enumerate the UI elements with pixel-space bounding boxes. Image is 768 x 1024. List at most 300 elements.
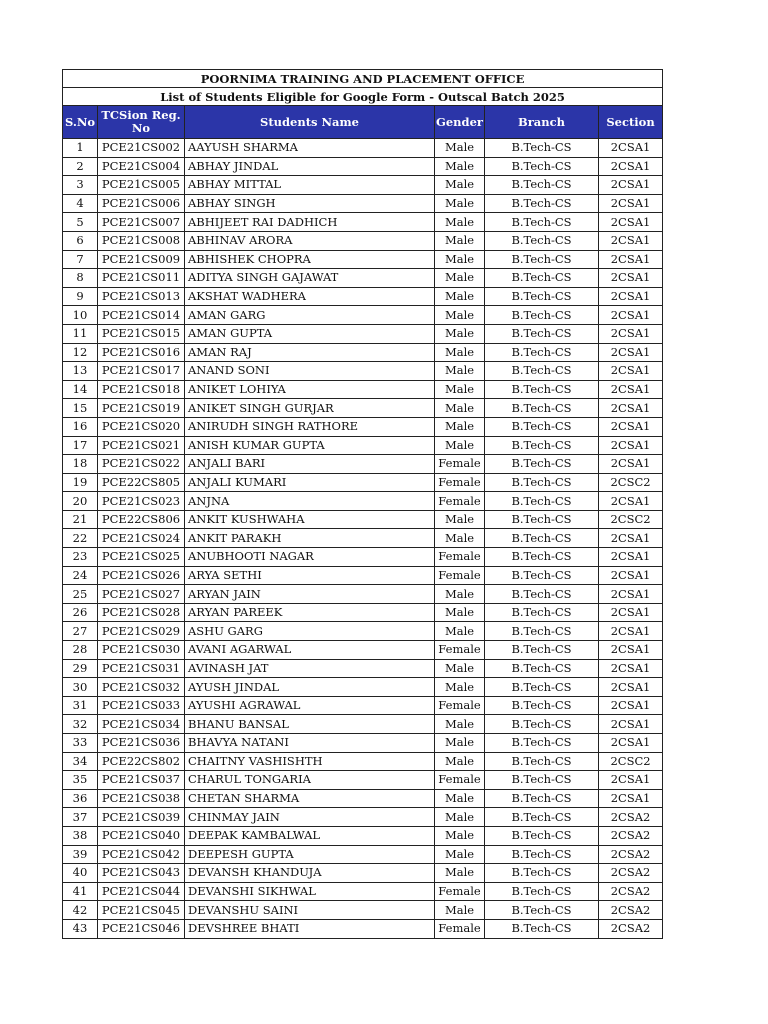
cell-reg-no: PCE21CS034	[98, 715, 185, 734]
cell-reg-no: PCE21CS036	[98, 734, 185, 753]
cell-reg-no: PCE21CS032	[98, 678, 185, 697]
cell-sno: 22	[63, 529, 98, 548]
cell-sno: 7	[63, 250, 98, 269]
cell-gender: Male	[435, 808, 485, 827]
cell-sno: 32	[63, 715, 98, 734]
cell-section: 2CSA1	[599, 585, 663, 604]
cell-reg-no: PCE21CS025	[98, 548, 185, 567]
cell-reg-no: PCE21CS002	[98, 139, 185, 158]
cell-gender: Female	[435, 882, 485, 901]
cell-gender: Female	[435, 492, 485, 511]
cell-branch: B.Tech-CS	[485, 771, 599, 790]
col-header-reg-no[interactable]: TCSion Reg. No	[98, 106, 185, 139]
cell-branch: B.Tech-CS	[485, 622, 599, 641]
cell-section: 2CSA2	[599, 808, 663, 827]
cell-section: 2CSA1	[599, 566, 663, 585]
cell-reg-no: PCE21CS021	[98, 436, 185, 455]
cell-reg-no: PCE21CS009	[98, 250, 185, 269]
cell-sno: 26	[63, 603, 98, 622]
cell-reg-no: PCE21CS027	[98, 585, 185, 604]
cell-branch: B.Tech-CS	[485, 826, 599, 845]
cell-branch: B.Tech-CS	[485, 603, 599, 622]
cell-branch: B.Tech-CS	[485, 287, 599, 306]
cell-gender: Male	[435, 585, 485, 604]
cell-gender: Male	[435, 529, 485, 548]
cell-gender: Male	[435, 678, 485, 697]
cell-gender: Male	[435, 789, 485, 808]
cell-sno: 29	[63, 659, 98, 678]
cell-sno: 36	[63, 789, 98, 808]
cell-sno: 9	[63, 287, 98, 306]
cell-student-name: AYUSH JINDAL	[185, 678, 435, 697]
table-row	[63, 734, 663, 753]
cell-student-name: ARYA SETHI	[185, 566, 435, 585]
cell-branch: B.Tech-CS	[485, 585, 599, 604]
table-row	[63, 696, 663, 715]
cell-gender: Female	[435, 696, 485, 715]
cell-section: 2CSA1	[599, 287, 663, 306]
cell-sno: 19	[63, 473, 98, 492]
cell-student-name: ANIKET LOHIYA	[185, 380, 435, 399]
table-row	[63, 789, 663, 808]
cell-section: 2CSA1	[599, 231, 663, 250]
cell-reg-no: PCE21CS023	[98, 492, 185, 511]
cell-branch: B.Tech-CS	[485, 678, 599, 697]
cell-section: 2CSA1	[599, 176, 663, 195]
cell-section: 2CSC2	[599, 473, 663, 492]
cell-sno: 23	[63, 548, 98, 567]
cell-section: 2CSA1	[599, 715, 663, 734]
cell-branch: B.Tech-CS	[485, 715, 599, 734]
cell-student-name: ABHINAV ARORA	[185, 231, 435, 250]
cell-student-name: ABHIJEET RAI DADHICH	[185, 213, 435, 232]
cell-section: 2CSA1	[599, 696, 663, 715]
table-row	[63, 213, 663, 232]
cell-sno: 16	[63, 417, 98, 436]
cell-section: 2CSA1	[599, 734, 663, 753]
cell-reg-no: PCE21CS015	[98, 324, 185, 343]
cell-sno: 3	[63, 176, 98, 195]
cell-reg-no: PCE21CS029	[98, 622, 185, 641]
cell-section: 2CSA1	[599, 417, 663, 436]
cell-sno: 35	[63, 771, 98, 790]
cell-gender: Male	[435, 362, 485, 381]
cell-branch: B.Tech-CS	[485, 362, 599, 381]
table-row	[63, 250, 663, 269]
cell-section: 2CSA1	[599, 548, 663, 567]
cell-sno: 42	[63, 901, 98, 920]
cell-student-name: AMAN RAJ	[185, 343, 435, 362]
cell-branch: B.Tech-CS	[485, 157, 599, 176]
table-row	[63, 492, 663, 511]
cell-sno: 20	[63, 492, 98, 511]
cell-reg-no: PCE21CS011	[98, 269, 185, 288]
cell-branch: B.Tech-CS	[485, 492, 599, 511]
cell-student-name: ANKIT KUSHWAHA	[185, 510, 435, 529]
cell-student-name: AVANI AGARWAL	[185, 641, 435, 660]
cell-reg-no: PCE21CS042	[98, 845, 185, 864]
cell-gender: Male	[435, 417, 485, 436]
cell-sno: 18	[63, 455, 98, 474]
cell-reg-no: PCE21CS044	[98, 882, 185, 901]
cell-student-name: CHINMAY JAIN	[185, 808, 435, 827]
table-row	[63, 176, 663, 195]
cell-student-name: ABHAY JINDAL	[185, 157, 435, 176]
table-row	[63, 864, 663, 883]
cell-sno: 37	[63, 808, 98, 827]
cell-reg-no: PCE21CS013	[98, 287, 185, 306]
cell-reg-no: PCE21CS020	[98, 417, 185, 436]
cell-section: 2CSA1	[599, 250, 663, 269]
cell-section: 2CSA1	[599, 362, 663, 381]
cell-section: 2CSA1	[599, 139, 663, 158]
cell-student-name: DEVANSHI SIKHWAL	[185, 882, 435, 901]
cell-section: 2CSC2	[599, 510, 663, 529]
cell-section: 2CSA2	[599, 845, 663, 864]
table-row	[63, 603, 663, 622]
cell-sno: 15	[63, 399, 98, 418]
cell-branch: B.Tech-CS	[485, 231, 599, 250]
cell-student-name: ANIRUDH SINGH RATHORE	[185, 417, 435, 436]
table-row	[63, 324, 663, 343]
cell-student-name: ASHU GARG	[185, 622, 435, 641]
cell-gender: Male	[435, 436, 485, 455]
cell-reg-no: PCE21CS024	[98, 529, 185, 548]
cell-gender: Female	[435, 771, 485, 790]
cell-reg-no: PCE21CS005	[98, 176, 185, 195]
cell-section: 2CSA1	[599, 399, 663, 418]
cell-reg-no: PCE21CS016	[98, 343, 185, 362]
cell-branch: B.Tech-CS	[485, 901, 599, 920]
cell-branch: B.Tech-CS	[485, 436, 599, 455]
cell-sno: 11	[63, 324, 98, 343]
cell-gender: Female	[435, 566, 485, 585]
cell-sno: 8	[63, 269, 98, 288]
cell-section: 2CSA1	[599, 213, 663, 232]
cell-gender: Male	[435, 864, 485, 883]
cell-sno: 39	[63, 845, 98, 864]
cell-branch: B.Tech-CS	[485, 548, 599, 567]
cell-gender: Female	[435, 473, 485, 492]
cell-sno: 30	[63, 678, 98, 697]
cell-student-name: ANUBHOOTI NAGAR	[185, 548, 435, 567]
cell-reg-no: PCE21CS045	[98, 901, 185, 920]
cell-student-name: AKSHAT WADHERA	[185, 287, 435, 306]
cell-reg-no: PCE21CS026	[98, 566, 185, 585]
cell-student-name: DEEPAK KAMBALWAL	[185, 826, 435, 845]
cell-student-name: AYUSHI AGRAWAL	[185, 696, 435, 715]
cell-student-name: AVINASH JAT	[185, 659, 435, 678]
cell-section: 2CSA1	[599, 343, 663, 362]
title-row	[63, 70, 663, 88]
cell-branch: B.Tech-CS	[485, 139, 599, 158]
cell-gender: Male	[435, 510, 485, 529]
cell-reg-no: PCE22CS802	[98, 752, 185, 771]
cell-reg-no: PCE21CS014	[98, 306, 185, 325]
cell-gender: Male	[435, 399, 485, 418]
cell-student-name: ANJALI BARI	[185, 455, 435, 474]
cell-branch: B.Tech-CS	[485, 343, 599, 362]
cell-branch: B.Tech-CS	[485, 641, 599, 660]
cell-student-name: DEVANSH KHANDUJA	[185, 864, 435, 883]
cell-branch: B.Tech-CS	[485, 864, 599, 883]
cell-student-name: AAYUSH SHARMA	[185, 139, 435, 158]
cell-student-name: ANISH KUMAR GUPTA	[185, 436, 435, 455]
cell-section: 2CSA1	[599, 603, 663, 622]
cell-reg-no: PCE21CS040	[98, 826, 185, 845]
cell-sno: 12	[63, 343, 98, 362]
cell-sno: 17	[63, 436, 98, 455]
table-row	[63, 919, 663, 938]
cell-section: 2CSA2	[599, 882, 663, 901]
document-subtitle: List of Students Eligible for Google Form - Outscal Batch 2025	[63, 88, 663, 106]
cell-branch: B.Tech-CS	[485, 213, 599, 232]
table-row	[63, 362, 663, 381]
student-table	[62, 69, 663, 939]
cell-student-name: CHARUL TONGARIA	[185, 771, 435, 790]
table-row	[63, 157, 663, 176]
cell-gender: Female	[435, 919, 485, 938]
cell-gender: Male	[435, 269, 485, 288]
table-body	[63, 139, 663, 939]
table-row	[63, 194, 663, 213]
cell-section: 2CSA1	[599, 194, 663, 213]
cell-branch: B.Tech-CS	[485, 324, 599, 343]
table-row	[63, 548, 663, 567]
cell-gender: Male	[435, 343, 485, 362]
cell-sno: 34	[63, 752, 98, 771]
cell-branch: B.Tech-CS	[485, 417, 599, 436]
cell-gender: Male	[435, 826, 485, 845]
cell-branch: B.Tech-CS	[485, 473, 599, 492]
cell-sno: 31	[63, 696, 98, 715]
table-row	[63, 566, 663, 585]
cell-student-name: ABHISHEK CHOPRA	[185, 250, 435, 269]
table-row	[63, 752, 663, 771]
cell-reg-no: PCE21CS031	[98, 659, 185, 678]
cell-section: 2CSA1	[599, 455, 663, 474]
subtitle-row	[63, 88, 663, 106]
cell-branch: B.Tech-CS	[485, 566, 599, 585]
cell-gender: Male	[435, 306, 485, 325]
cell-student-name: DEVANSHU SAINI	[185, 901, 435, 920]
cell-student-name: ARYAN JAIN	[185, 585, 435, 604]
cell-section: 2CSA2	[599, 826, 663, 845]
cell-sno: 41	[63, 882, 98, 901]
table-row	[63, 826, 663, 845]
col-header-section[interactable]: Section	[599, 106, 663, 139]
cell-section: 2CSA1	[599, 641, 663, 660]
cell-reg-no: PCE21CS033	[98, 696, 185, 715]
cell-branch: B.Tech-CS	[485, 510, 599, 529]
table-row	[63, 901, 663, 920]
cell-reg-no: PCE21CS038	[98, 789, 185, 808]
cell-gender: Male	[435, 324, 485, 343]
cell-student-name: ANJALI KUMARI	[185, 473, 435, 492]
cell-gender: Male	[435, 194, 485, 213]
table-row	[63, 473, 663, 492]
cell-reg-no: PCE21CS046	[98, 919, 185, 938]
cell-student-name: ANKIT PARAKH	[185, 529, 435, 548]
cell-sno: 10	[63, 306, 98, 325]
cell-reg-no: PCE21CS004	[98, 157, 185, 176]
student-list-sheet	[62, 69, 662, 939]
cell-sno: 14	[63, 380, 98, 399]
table-row	[63, 380, 663, 399]
cell-section: 2CSC2	[599, 752, 663, 771]
table-row	[63, 287, 663, 306]
col-header-student-name[interactable]: Students Name	[185, 106, 435, 139]
cell-student-name: ANIKET SINGH GURJAR	[185, 399, 435, 418]
cell-section: 2CSA2	[599, 864, 663, 883]
cell-sno: 4	[63, 194, 98, 213]
table-row	[63, 510, 663, 529]
cell-branch: B.Tech-CS	[485, 455, 599, 474]
cell-student-name: DEEPESH GUPTA	[185, 845, 435, 864]
cell-gender: Male	[435, 250, 485, 269]
cell-sno: 27	[63, 622, 98, 641]
cell-student-name: ABHAY SINGH	[185, 194, 435, 213]
table-row	[63, 417, 663, 436]
cell-sno: 24	[63, 566, 98, 585]
cell-sno: 1	[63, 139, 98, 158]
cell-student-name: BHANU BANSAL	[185, 715, 435, 734]
cell-gender: Male	[435, 231, 485, 250]
cell-gender: Male	[435, 176, 485, 195]
cell-branch: B.Tech-CS	[485, 250, 599, 269]
cell-branch: B.Tech-CS	[485, 269, 599, 288]
cell-student-name: ADITYA SINGH GAJAWAT	[185, 269, 435, 288]
cell-section: 2CSA1	[599, 436, 663, 455]
cell-reg-no: PCE21CS043	[98, 864, 185, 883]
table-row	[63, 882, 663, 901]
cell-gender: Male	[435, 659, 485, 678]
cell-reg-no: PCE21CS008	[98, 231, 185, 250]
cell-student-name: ABHAY MITTAL	[185, 176, 435, 195]
cell-branch: B.Tech-CS	[485, 734, 599, 753]
cell-student-name: ARYAN PAREEK	[185, 603, 435, 622]
cell-section: 2CSA1	[599, 789, 663, 808]
cell-section: 2CSA1	[599, 771, 663, 790]
table-row	[63, 585, 663, 604]
cell-section: 2CSA1	[599, 306, 663, 325]
cell-student-name: AMAN GUPTA	[185, 324, 435, 343]
cell-gender: Male	[435, 603, 485, 622]
cell-gender: Male	[435, 752, 485, 771]
cell-sno: 43	[63, 919, 98, 938]
cell-sno: 5	[63, 213, 98, 232]
cell-sno: 2	[63, 157, 98, 176]
cell-branch: B.Tech-CS	[485, 176, 599, 195]
cell-reg-no: PCE22CS805	[98, 473, 185, 492]
cell-gender: Male	[435, 715, 485, 734]
cell-sno: 33	[63, 734, 98, 753]
cell-section: 2CSA1	[599, 678, 663, 697]
cell-section: 2CSA1	[599, 622, 663, 641]
cell-branch: B.Tech-CS	[485, 808, 599, 827]
document-title: POORNIMA TRAINING AND PLACEMENT OFFICE	[63, 70, 663, 88]
cell-gender: Male	[435, 734, 485, 753]
table-row	[63, 139, 663, 158]
cell-section: 2CSA2	[599, 901, 663, 920]
table-row	[63, 455, 663, 474]
cell-sno: 25	[63, 585, 98, 604]
table-row	[63, 231, 663, 250]
cell-reg-no: PCE21CS019	[98, 399, 185, 418]
table-row	[63, 529, 663, 548]
cell-student-name: DEVSHREE BHATI	[185, 919, 435, 938]
table-row	[63, 715, 663, 734]
cell-branch: B.Tech-CS	[485, 194, 599, 213]
table-row	[63, 269, 663, 288]
cell-gender: Male	[435, 901, 485, 920]
cell-student-name: CHETAN SHARMA	[185, 789, 435, 808]
table-row	[63, 845, 663, 864]
cell-gender: Male	[435, 157, 485, 176]
cell-section: 2CSA1	[599, 380, 663, 399]
cell-student-name: AMAN GARG	[185, 306, 435, 325]
table-row	[63, 771, 663, 790]
cell-sno: 13	[63, 362, 98, 381]
cell-gender: Female	[435, 548, 485, 567]
cell-section: 2CSA1	[599, 492, 663, 511]
table-row	[63, 306, 663, 325]
cell-sno: 28	[63, 641, 98, 660]
cell-sno: 40	[63, 864, 98, 883]
cell-branch: B.Tech-CS	[485, 789, 599, 808]
table-row	[63, 678, 663, 697]
col-header-sno[interactable]: S.No	[63, 106, 98, 139]
cell-sno: 21	[63, 510, 98, 529]
cell-branch: B.Tech-CS	[485, 659, 599, 678]
cell-section: 2CSA1	[599, 659, 663, 678]
col-header-gender[interactable]: Gender	[435, 106, 485, 139]
cell-reg-no: PCE21CS037	[98, 771, 185, 790]
cell-branch: B.Tech-CS	[485, 306, 599, 325]
cell-gender: Male	[435, 845, 485, 864]
cell-branch: B.Tech-CS	[485, 399, 599, 418]
cell-student-name: ANJNA	[185, 492, 435, 511]
cell-gender: Male	[435, 139, 485, 158]
col-header-branch[interactable]: Branch	[485, 106, 599, 139]
table-row	[63, 622, 663, 641]
cell-gender: Male	[435, 622, 485, 641]
cell-reg-no: PCE21CS022	[98, 455, 185, 474]
cell-student-name: BHAVYA NATANI	[185, 734, 435, 753]
cell-reg-no: PCE22CS806	[98, 510, 185, 529]
table-row	[63, 641, 663, 660]
cell-gender: Female	[435, 455, 485, 474]
table-row	[63, 399, 663, 418]
cell-reg-no: PCE21CS018	[98, 380, 185, 399]
cell-section: 2CSA1	[599, 157, 663, 176]
cell-reg-no: PCE21CS028	[98, 603, 185, 622]
cell-branch: B.Tech-CS	[485, 845, 599, 864]
column-header-row	[63, 106, 663, 139]
cell-gender: Female	[435, 641, 485, 660]
cell-section: 2CSA2	[599, 919, 663, 938]
cell-student-name: ANAND SONI	[185, 362, 435, 381]
cell-reg-no: PCE21CS006	[98, 194, 185, 213]
table-row	[63, 343, 663, 362]
cell-reg-no: PCE21CS007	[98, 213, 185, 232]
cell-branch: B.Tech-CS	[485, 882, 599, 901]
cell-section: 2CSA1	[599, 324, 663, 343]
cell-section: 2CSA1	[599, 269, 663, 288]
cell-branch: B.Tech-CS	[485, 752, 599, 771]
cell-branch: B.Tech-CS	[485, 919, 599, 938]
cell-reg-no: PCE21CS030	[98, 641, 185, 660]
